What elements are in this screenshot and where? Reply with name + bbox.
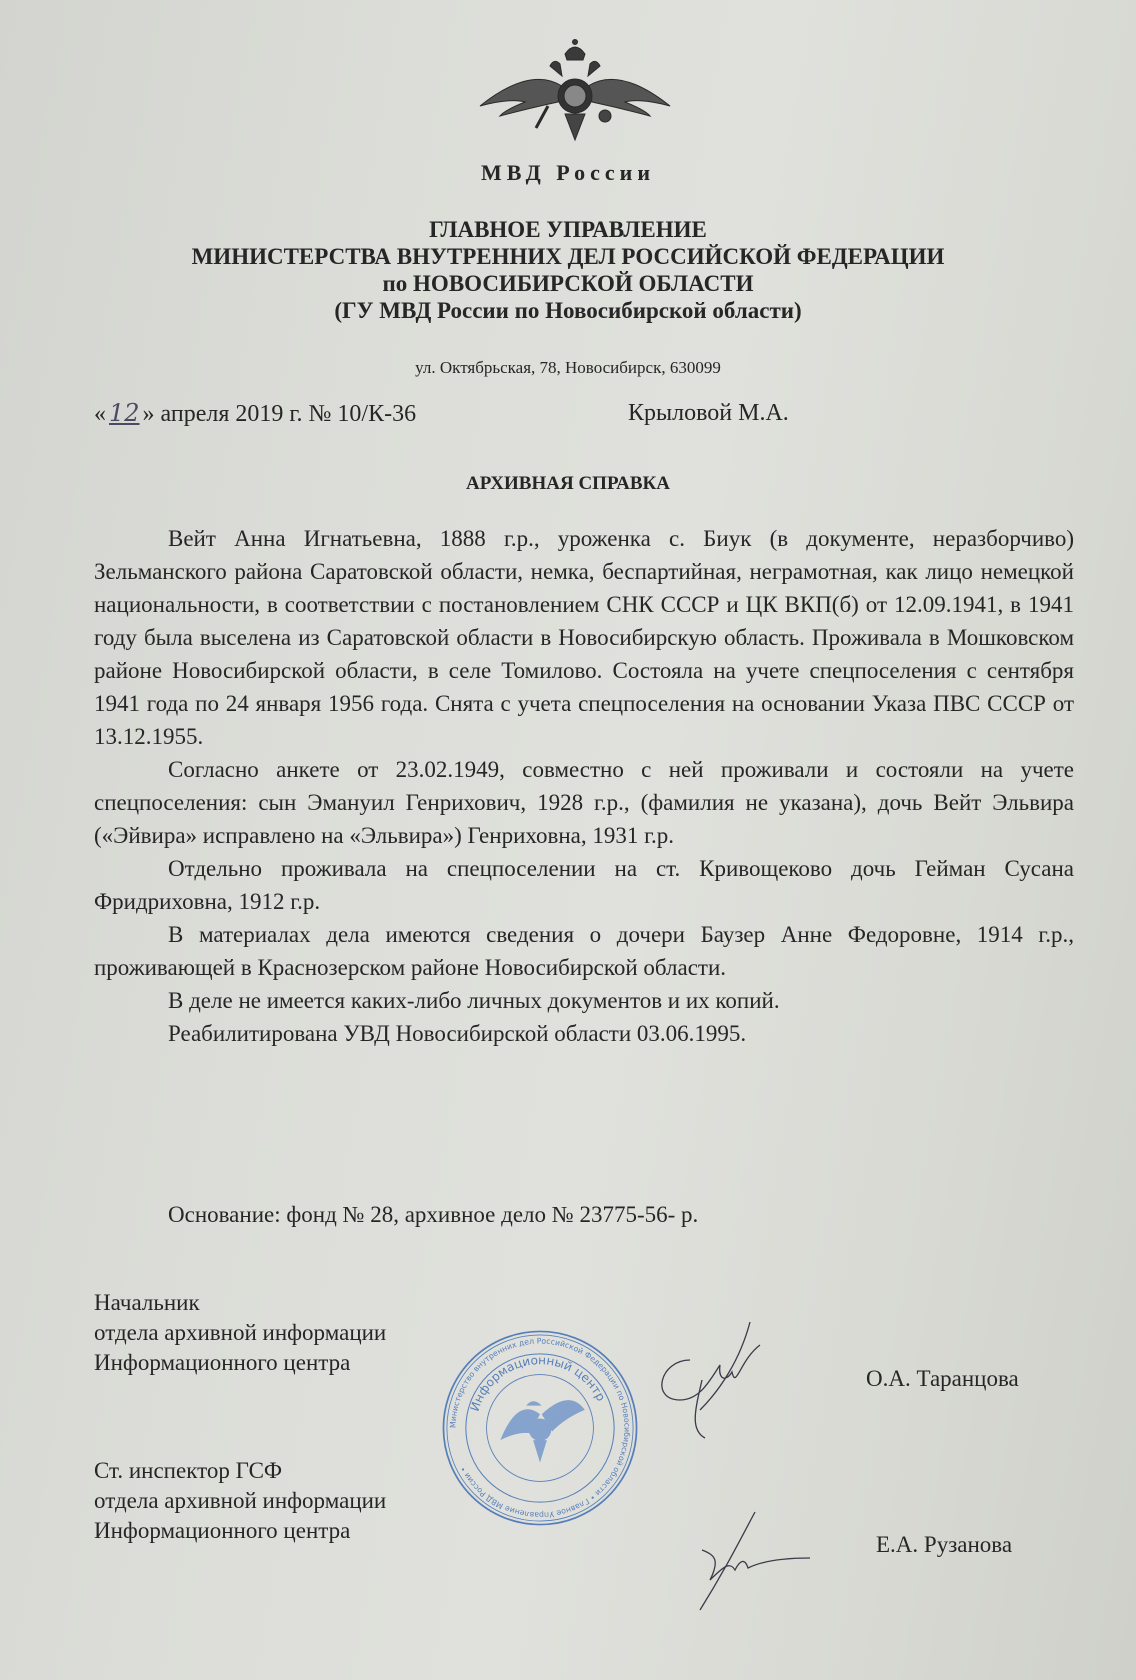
org-line-3: по НОВОСИБИРСКОЙ ОБЛАСТИ <box>382 271 754 296</box>
quote-open: « <box>94 401 106 427</box>
stamp-eagle-icon <box>500 1400 584 1462</box>
org-line-2: МИНИСТЕРСТВА ВНУТРЕННИХ ДЕЛ РОССИЙСКОЙ ФЕДЕРАЦИИ <box>191 244 945 269</box>
position-line: Начальник <box>94 1290 200 1315</box>
org-line-4: (ГУ МВД России по Новосибирской области) <box>334 298 802 323</box>
document-title: АРХИВНАЯ СПРАВКА <box>465 473 671 494</box>
paragraph-biography: Вейт Анна Игнатьевна, 1888 г.р., уроженка с. Биук (в документе, неразборчиво) Зельманского района Саратовской области, немка, беспартийная, неграмотная, как лицо немецкой национальности, в соответствии с постановлением СНК СССР и ЦК ВКП(б) от 12.09.1941, в 1941 году была выселена из Саратовской области в Новосибирскую область. Проживала в Мошковском районе Новосибирской области, в селе Томилово. Состояла на учете спецпоселения с сентября 1941 года по 24 января 1956 года. Снята с учета спецпоселения на основании Указа ПВС СССР от 13.12.1955. <box>94 526 1074 749</box>
position-line: Ст. инспектор ГСФ <box>94 1458 283 1483</box>
org-address: ул. Октябрьская, 78, Новосибирск, 630099 <box>415 358 721 377</box>
signatory-2-name: Е.А. Рузанова <box>876 1532 1013 1557</box>
stamp-outer-text: Министерство внутренних дел Российской Федерации по Новосибирской области • Главное Управление МВД России • <box>448 1336 632 1520</box>
signatory-2-position <box>94 1456 386 1546</box>
position-line: отдела архивной информации <box>94 1488 387 1513</box>
position-line: Информационного центра <box>94 1518 351 1543</box>
paragraph-rehabilitation: Реабилитирована УВД Новосибирской области 03.06.1995. <box>168 1021 747 1046</box>
mvd-emblem-icon <box>470 36 680 146</box>
org-short-name: МВД России <box>480 160 655 185</box>
org-line-1: ГЛАВНОЕ УПРАВЛЕНИЕ <box>429 217 707 242</box>
date-and-number: » апреля 2019 г. № 10/К-36 <box>142 401 417 427</box>
position-line: отдела архивной информации <box>94 1320 387 1345</box>
paragraph-daughter-bauzer: В материалах дела имеются сведения о дочери Баузер Анне Федоровне, 1914 г.р., проживающей в Краснозерском районе Новосибирской области. <box>94 922 1074 980</box>
paragraph-daughter-geyman: Отдельно проживала на спецпоселении на ст. Кривощеково дочь Гейман Сусана Фридриховна, 1912 г.р. <box>94 856 1074 914</box>
official-stamp-icon <box>440 1328 640 1528</box>
position-line: Информационного центра <box>94 1350 351 1375</box>
org-header <box>0 216 1136 324</box>
paragraph-no-documents: В деле не имеется каких-либо личных документов и их копий. <box>168 988 780 1013</box>
signatory-1-position <box>94 1288 386 1378</box>
archive-basis: Основание: фонд № 28, архивное дело № 23775-56- р. <box>168 1202 699 1227</box>
signature-1-icon <box>640 1320 790 1440</box>
document-date-number <box>94 398 416 429</box>
signatory-1-name: О.А. Таранцова <box>866 1366 1019 1391</box>
handwritten-day: 12 <box>109 399 140 427</box>
stamp-inner-text: Информационный центр <box>467 1353 609 1414</box>
document-body <box>94 522 1074 1050</box>
signature-2-icon <box>640 1510 820 1620</box>
paragraph-family: Согласно анкете от 23.02.1949, совместно с ней проживали и состояли на учете спецпоселения: сын Эмануил Генрихович, 1928 г.р., (фамилия не указана), дочь Вейт Эльвира («Эйвира» исправлено на «Эльвира») Генриховна, 1931 г.р. <box>94 757 1074 848</box>
recipient: Крыловой М.А. <box>628 400 789 426</box>
